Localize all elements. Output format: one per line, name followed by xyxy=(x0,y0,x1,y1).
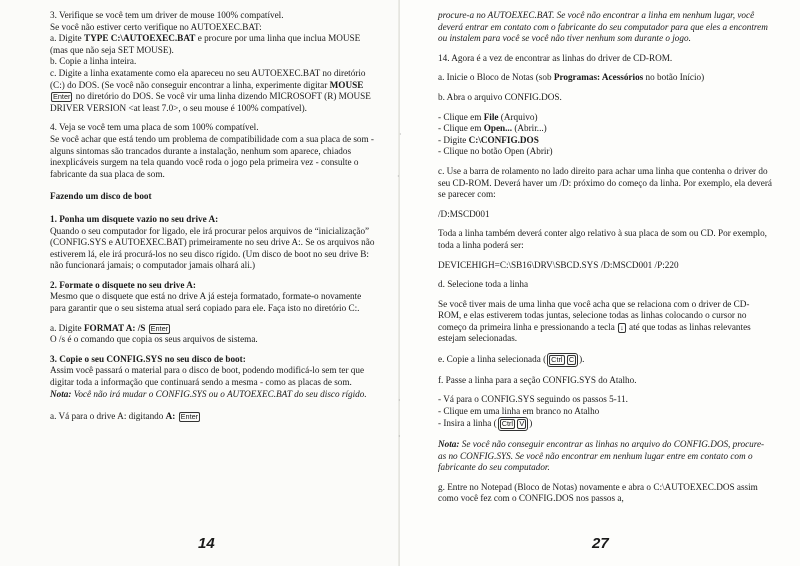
scan-speck: · xyxy=(399,130,402,139)
step-3-title: 3. Verifique se você tem um driver de mouse 100% compatível. xyxy=(50,10,284,20)
scan-speck: · xyxy=(398,396,401,405)
step-14e: e. Copie a linha selecionada ( Ctrl C ). xyxy=(438,353,772,367)
boot-step-3-title: 3. Copie o seu CONFIG.SYS no seu disco de boot: xyxy=(50,353,246,364)
ctrl-key-icon: Ctrl xyxy=(501,419,514,429)
scan-speck: · xyxy=(397,172,400,181)
v-key-icon: V xyxy=(519,419,525,429)
step-14g: g. Entre no Notepad (Bloco de Notas) novamente e abra o C:\AUTOEXEC.DOS assim como você fez com o CONFIG.DOS nos passos a, xyxy=(438,481,758,504)
step-14f: f. Passe a linha para a seção CONFIG.SYS do Atalho. xyxy=(438,374,637,385)
c-key-icon: C xyxy=(568,355,575,365)
example-line-2: DEVICEHIGH=C:\SB16\DRV\SBCD.SYS /D:MSCD001 /P:220 xyxy=(438,259,679,270)
list-item: - Clique em uma linha em branco no Atalho xyxy=(438,405,600,416)
list-item: - Digite C:\CONFIG.DOS xyxy=(438,134,539,145)
enter-key-icon: Enter xyxy=(53,92,71,102)
list-item: - Insira a linha ( Ctrl V ) xyxy=(438,417,772,431)
list-item: - Clique em Open... (Abrir...) xyxy=(438,123,547,134)
ctrl-key-icon: Ctrl xyxy=(551,355,563,365)
down-arrow-key-icon: ↓ xyxy=(620,322,624,332)
step-3-intro: Se você não estiver certo verifique no AUTOEXEC.BAT: xyxy=(50,21,262,32)
ctrl-c-shortcut xyxy=(547,353,578,367)
boot-step-1-text: Quando o seu computador for ligado, ele irá procurar pelos arquivos de “inicialização” (CONFIG.SYS e AUTOEXEC.BAT) primeiramente no seu drive A:. Se os arquivos não estiverem lá, ele irá procurá-los no seu disco rígido. (Um disco de boot no seu drive B: não funcionará jamais; o computador jamais olhará ali.) xyxy=(50,225,375,271)
left-page-number: 14 xyxy=(198,535,215,552)
continued-note: procure-a no AUTOEXEC.BAT. Se você não encontrar a linha em nenhum lugar, você deverá entrar em contato com o fabricante do seu computador para que eles a encontrem ou instalem para você se você não tiver nenhum som durante o jogo. xyxy=(438,10,768,44)
ctrl-v-shortcut xyxy=(498,417,529,431)
enter-key-icon: Enter xyxy=(180,412,199,422)
scan-speck: · xyxy=(398,432,401,441)
boot-step-1-title: 1. Ponha um disquete vazio no seu drive A: xyxy=(50,213,219,224)
boot-step-3-note: Nota: Você não irá mudar o CONFIG.SYS ou o AUTOEXEC.BAT do seu disco rígido. xyxy=(50,388,367,399)
step-14d: d. Selecione toda a linha xyxy=(438,279,529,290)
command-drive-a: A: xyxy=(165,411,176,422)
command-format: FORMAT A: /S xyxy=(83,322,146,333)
example-line-1: /D:MSCD001 xyxy=(438,208,490,219)
boot-step-3a: a. Vá para o drive A: digitando A: Enter xyxy=(50,411,199,422)
boot-step-2a-explanation: O /s é o comando que copia os seus arquivos de sistema. xyxy=(50,334,258,345)
step-14-title: 14. Agora é a vez de encontrar as linhas do driver de CD-ROM. xyxy=(438,52,673,63)
command-type-autoexec: TYPE C:\AUTOEXEC.BAT xyxy=(83,33,196,44)
boot-step-2a: a. Digite FORMAT A: /S Enter xyxy=(50,322,169,333)
right-page xyxy=(400,0,800,566)
boot-disk-heading: Fazendo um disco de boot xyxy=(50,191,152,202)
step-3a: a. Digite TYPE C:\AUTOEXEC.BAT e procure por uma linha que inclua MOUSE (mas que não seja SET MOUSE). xyxy=(50,33,361,55)
boot-step-2-text: Mesmo que o disquete que está no drive A já esteja formatado, formate-o novamente para garantir que o seu sistema atual será copiado para ele. Faça isto no diretório C:. xyxy=(50,291,362,314)
list-item: - Clique em File (Arquivo) xyxy=(438,111,538,122)
boot-step-2-title: 2. Formate o disquete no seu drive A: xyxy=(50,279,196,290)
list-item: - Clique no botão Open (Abrir) xyxy=(438,146,553,157)
right-note: Nota: Se você não conseguir encontrar as linhas no arquivo do CONFIG.DOS, procure-as no CONFIG.SYS. Se você não encontrar em nenhum lugar entre em contato com o fabricante do seu computador. xyxy=(438,439,765,473)
enter-key-icon: Enter xyxy=(150,323,169,333)
right-page-number: 27 xyxy=(592,535,609,552)
command-mouse: MOUSE xyxy=(329,79,364,90)
step-4-text: Se você achar que está tendo um problema de compatibilidade com a sua placa de som - alguns sintomas são trancados durante a instalação, nenhum som aparece, chiados inexplicáveis surgem na tela quando você roda o jogo pela primeira vez - consulte o fabricante da sua placa de som. xyxy=(50,133,374,179)
multi-line-instructions: Se você tiver mais de uma linha que você acha que se relaciona com o driver de CD-ROM, e elas estiverem todas juntas, selecione todas as linhas colocando o cursor no começo da primeira linha e pressionando a tecla ↓ até que todas as linhas relevantes estejam selecionadas. xyxy=(438,298,751,344)
step-14a: a. Inicie o Bloco de Notas (sob Programas: Acessórios no botão Início) xyxy=(438,72,705,83)
step-3c: c. Digite a linha exatamente como ela apareceu no seu AUTOEXEC.BAT no diretório (C:) do DOS. (Se você não conseguir encontrar a linha, experimente digitar MOUSE Enter no diretório do DOS. Se você vir uma linha dizendo MICROSOFT (R) MOUSE DRIVER VERSION <at least 7.0>, o seu mouse é 100% compatível). xyxy=(50,67,371,113)
step-4-title: 4. Veja se você tem uma placa de som 100% compatível. xyxy=(50,122,259,133)
boot-step-3-text: Assim você passará o material para o disco de boot, podendo modificá-lo sem ter que digitar toda a informação que continuará sendo a mesma - como as placas de som. xyxy=(50,365,365,388)
step-3b: b. Copie a linha inteira. xyxy=(50,56,137,67)
list-item: - Vá para o CONFIG.SYS seguindo os passos 5-11. xyxy=(438,394,628,405)
step-14c: c. Use a barra de rolamento no lado direito para achar uma linha que contenha o driver do seu CD-ROM. Deverá haver um /D: próximo do começo da linha. Por exemplo, ela deverá se parecer com: xyxy=(438,165,772,200)
full-line-explanation: Toda a linha também deverá conter algo relativo à sua placa de som ou CD. Por exemplo, toda a linha poderá ser: xyxy=(438,228,767,250)
step-14b: b. Abra o arquivo CONFIG.DOS. xyxy=(438,91,562,102)
